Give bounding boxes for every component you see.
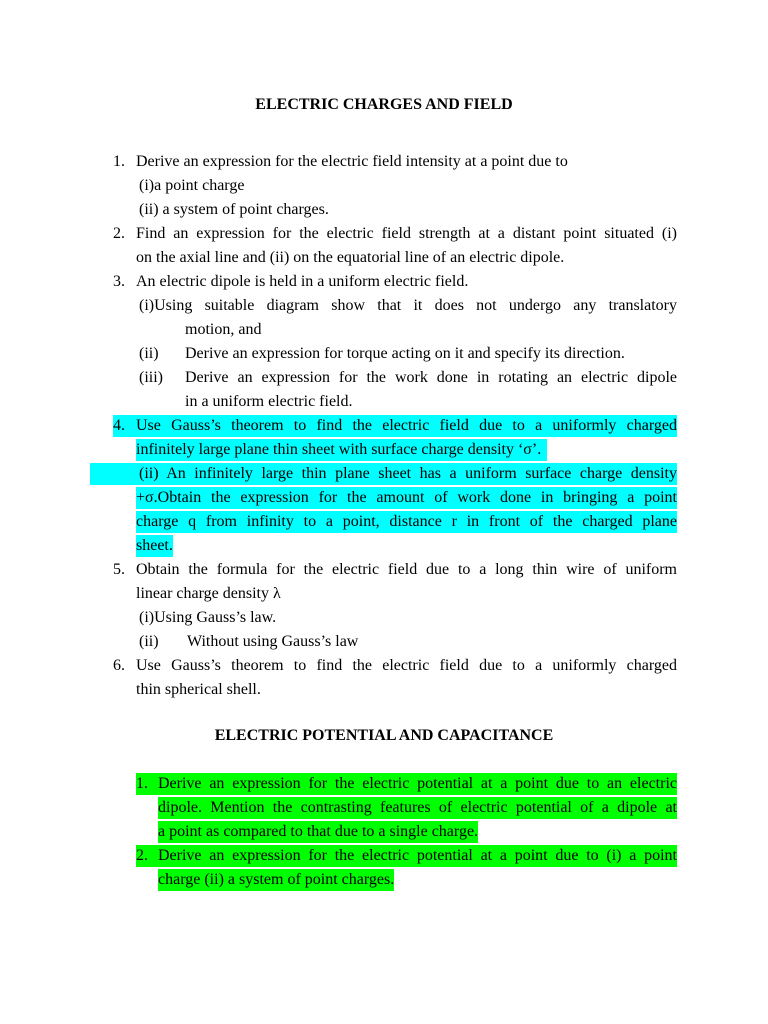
section-title-electric-charges: ELECTRIC CHARGES AND FIELD — [255, 96, 513, 113]
question-number: 2. — [113, 225, 125, 242]
highlighted-question-text: Derive an expression for the electric potential at a point due to an electric — [158, 773, 677, 795]
sub-question: (ii) a system of point charges. — [139, 201, 329, 218]
question-number: 6. — [113, 657, 125, 674]
highlighted-question-text: Derive an expression for the electric potential at a point due to (i) a point — [158, 845, 677, 867]
highlighted-sub-question: +σ.Obtain the expression for the amount of work done in bringing a point — [136, 487, 677, 509]
sub-question: (i)a point charge — [139, 177, 245, 194]
sub-question-label: (ii) — [139, 633, 159, 650]
question-text: thin spherical shell. — [136, 681, 261, 698]
question-number: 3. — [113, 273, 125, 290]
highlighted-sub-question: charge q from infinity to a point, distance r in front of the charged plane — [136, 511, 677, 533]
highlighted-question-text: Use Gauss’s theorem to find the electric field due to a uniformly charged — [136, 415, 677, 437]
sub-question: Without using Gauss’s law — [187, 633, 359, 650]
question-text: linear charge density λ — [136, 585, 281, 602]
sub-question-label: (iii) — [139, 369, 163, 386]
question-text: on the axial line and (ii) on the equatorial line of an electric dipole. — [136, 249, 565, 266]
question-text: Derive an expression for the electric field intensity at a point due to — [136, 153, 568, 170]
question-text: Use Gauss’s theorem to find the electric field due to a uniformly charged — [136, 657, 677, 674]
question-text: Obtain the formula for the electric field due to a long thin wire of uniform — [136, 561, 677, 578]
highlighted-sub-question: sheet. — [136, 535, 173, 557]
question-number: 5. — [113, 561, 125, 578]
question-number: 1. — [113, 153, 125, 170]
highlighted-question-text: charge (ii) a system of point charges. — [158, 869, 394, 891]
question-text: Find an expression for the electric field strength at a distant point situated (i) — [136, 225, 677, 242]
question-number: 4. — [113, 415, 136, 437]
question-number: 2. — [136, 845, 158, 867]
highlighted-sub-question: (ii) An infinitely large thin plane sheet has a uniform surface charge density — [139, 465, 677, 482]
highlighted-question-text: a point as compared to that due to a single charge. — [158, 821, 478, 843]
sub-question: (i)Using suitable diagram show that it does not undergo any translatory — [139, 297, 677, 314]
sub-question: Derive an expression for the work done in rotating an electric dipole — [185, 369, 677, 386]
highlighted-question-text: dipole. Mention the contrasting features of electric potential of a dipole at — [158, 797, 677, 819]
sub-question: in a uniform electric field. — [185, 393, 353, 410]
sub-question: Derive an expression for torque acting on it and specify its direction. — [185, 345, 625, 362]
sub-question-label: (ii) — [139, 345, 159, 362]
highlighted-question-text: infinitely large plane thin sheet with surface charge density ‘σ’. — [136, 439, 547, 461]
section-title-electric-potential: ELECTRIC POTENTIAL AND CAPACITANCE — [214, 727, 554, 744]
sub-question: (i)Using Gauss’s law. — [139, 609, 277, 626]
question-text: An electric dipole is held in a uniform electric field. — [136, 273, 469, 290]
question-number: 1. — [136, 773, 158, 795]
sub-question: motion, and — [185, 321, 262, 338]
